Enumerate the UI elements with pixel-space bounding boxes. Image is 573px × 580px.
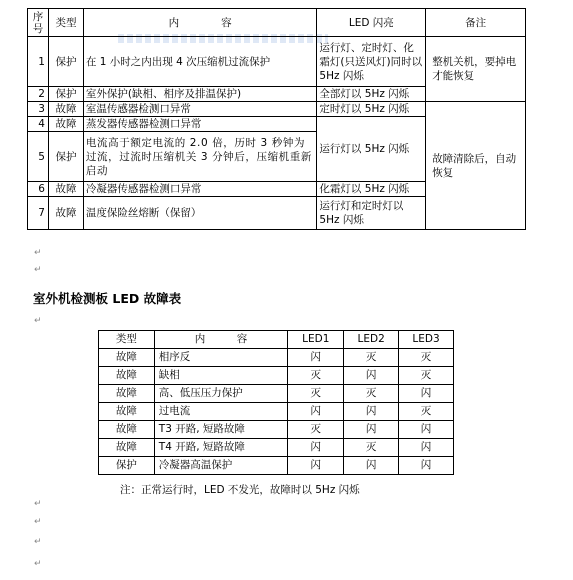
row-seq: 1 — [28, 37, 49, 87]
table-row — [99, 367, 454, 385]
row-content: 冷凝器传感器检测口异常 — [83, 182, 317, 197]
row-led2: 灭 — [344, 349, 399, 367]
row-content: 蒸发器传感器检测口异常 — [83, 117, 317, 132]
row-seq: 5 — [28, 132, 49, 182]
paragraph-mark: ↵ — [34, 316, 42, 326]
row-type: 故障 — [48, 197, 83, 230]
row-led: 化霜灯以 5Hz 闪烁 — [317, 182, 426, 197]
header-led1: LED1 — [288, 331, 344, 349]
row-led2: 闪 — [344, 367, 399, 385]
header-led3: LED3 — [399, 331, 454, 349]
table-row — [99, 421, 454, 439]
row-led1: 灭 — [288, 367, 344, 385]
row-seq: 6 — [28, 182, 49, 197]
row-led1: 闪 — [288, 349, 344, 367]
header-content: 内 容 — [83, 9, 317, 37]
row-led3: 闪 — [399, 385, 454, 403]
outdoor-table-heading: 室外机检测板 LED 故障表 — [33, 291, 182, 306]
row-type: 故障 — [99, 367, 155, 385]
row-led2: 闪 — [344, 457, 399, 475]
outdoor-led-table — [98, 330, 454, 475]
indoor-fault-table — [27, 8, 526, 230]
row-led3: 闪 — [399, 439, 454, 457]
header-led: LED 闪亮 — [317, 9, 426, 37]
row-led3: 灭 — [399, 367, 454, 385]
row-content: 在 1 小时之内出现 4 次压缩机过流保护 — [83, 37, 317, 87]
row-content: 过电流 — [154, 403, 288, 421]
row-type: 故障 — [99, 403, 155, 421]
row-content: 电流高于额定电流的 2.0 倍，历时 3 秒钟为过流，过流时压缩机关 3 分钟后，压缩机重新启动 — [83, 132, 317, 182]
row-content: T4 开路, 短路故障 — [154, 439, 288, 457]
row-led3: 灭 — [399, 349, 454, 367]
footnote: 注：正常运行时，LED 不发光，故障时以 5Hz 闪烁 — [120, 484, 360, 496]
row-content: 室温传感器检测口异常 — [83, 102, 317, 117]
row-content: 相序反 — [154, 349, 288, 367]
row-led: 定时灯以 5Hz 闪烁 — [317, 102, 426, 117]
row-led2: 闪 — [344, 421, 399, 439]
row-led1: 闪 — [288, 439, 344, 457]
table-row — [99, 457, 454, 475]
row-content: 冷凝器高温保护 — [154, 457, 288, 475]
row-type: 故障 — [48, 117, 83, 132]
row-led2: 闪 — [344, 403, 399, 421]
row-led1: 灭 — [288, 421, 344, 439]
paragraph-mark: ↵ — [34, 537, 42, 547]
row-seq: 7 — [28, 197, 49, 230]
paragraph-mark: ↵ — [34, 499, 42, 509]
row-type: 保护 — [99, 457, 155, 475]
paragraph-mark: ↵ — [34, 265, 42, 275]
row-led: 运行灯和定时灯以 5Hz 闪烁 — [317, 197, 426, 230]
table-row — [99, 439, 454, 457]
paragraph-mark: ↵ — [34, 248, 42, 258]
header-type: 类型 — [99, 331, 155, 349]
row-type: 故障 — [99, 439, 155, 457]
header-type: 类型 — [48, 9, 83, 37]
paragraph-mark: ↵ — [34, 559, 42, 569]
row-led: 全部灯以 5Hz 闪烁 — [317, 87, 426, 102]
row-type: 故障 — [48, 182, 83, 197]
header-remark: 备注 — [426, 9, 526, 37]
paragraph-mark: ↵ — [34, 517, 42, 527]
row-led: 运行灯、定时灯、化霜灯(只送风灯)同时以 5Hz 闪烁 — [317, 37, 426, 87]
table-header-row — [99, 331, 454, 349]
row-type: 故障 — [99, 421, 155, 439]
table-row — [28, 37, 526, 87]
table-row — [99, 403, 454, 421]
row-led1: 闪 — [288, 403, 344, 421]
row-led: 运行灯以 5Hz 闪烁 — [317, 117, 426, 182]
row-led2: 灭 — [344, 439, 399, 457]
row-led1: 闪 — [288, 457, 344, 475]
row-content: 缺相 — [154, 367, 288, 385]
row-seq: 3 — [28, 102, 49, 117]
header-led2: LED2 — [344, 331, 399, 349]
row-led3: 闪 — [399, 457, 454, 475]
row-led2: 灭 — [344, 385, 399, 403]
row-led3: 灭 — [399, 403, 454, 421]
row-type: 保护 — [48, 87, 83, 102]
row-content: 高、低压压力保护 — [154, 385, 288, 403]
row-content: 室外保护(缺相、相序及排温保护) — [83, 87, 317, 102]
row-content: T3 开路, 短路故障 — [154, 421, 288, 439]
row-led1: 灭 — [288, 385, 344, 403]
table-row — [99, 349, 454, 367]
table-header-row — [28, 9, 526, 37]
row-seq: 4 — [28, 117, 49, 132]
table-row — [28, 102, 526, 117]
row-content: 温度保险丝熔断（保留） — [83, 197, 317, 230]
row-type: 保护 — [48, 37, 83, 87]
header-content: 内 容 — [154, 331, 288, 349]
remark-power-off: 整机关机，要掉电才能恢复 — [426, 37, 526, 102]
remark-auto-recover: 故障清除后，自动 恢复 — [426, 102, 526, 230]
table-row — [99, 385, 454, 403]
row-led3: 闪 — [399, 421, 454, 439]
row-type: 故障 — [99, 349, 155, 367]
row-type: 故障 — [99, 385, 155, 403]
header-seq: 序号 — [28, 9, 49, 37]
row-type: 保护 — [48, 132, 83, 182]
row-type: 故障 — [48, 102, 83, 117]
row-seq: 2 — [28, 87, 49, 102]
